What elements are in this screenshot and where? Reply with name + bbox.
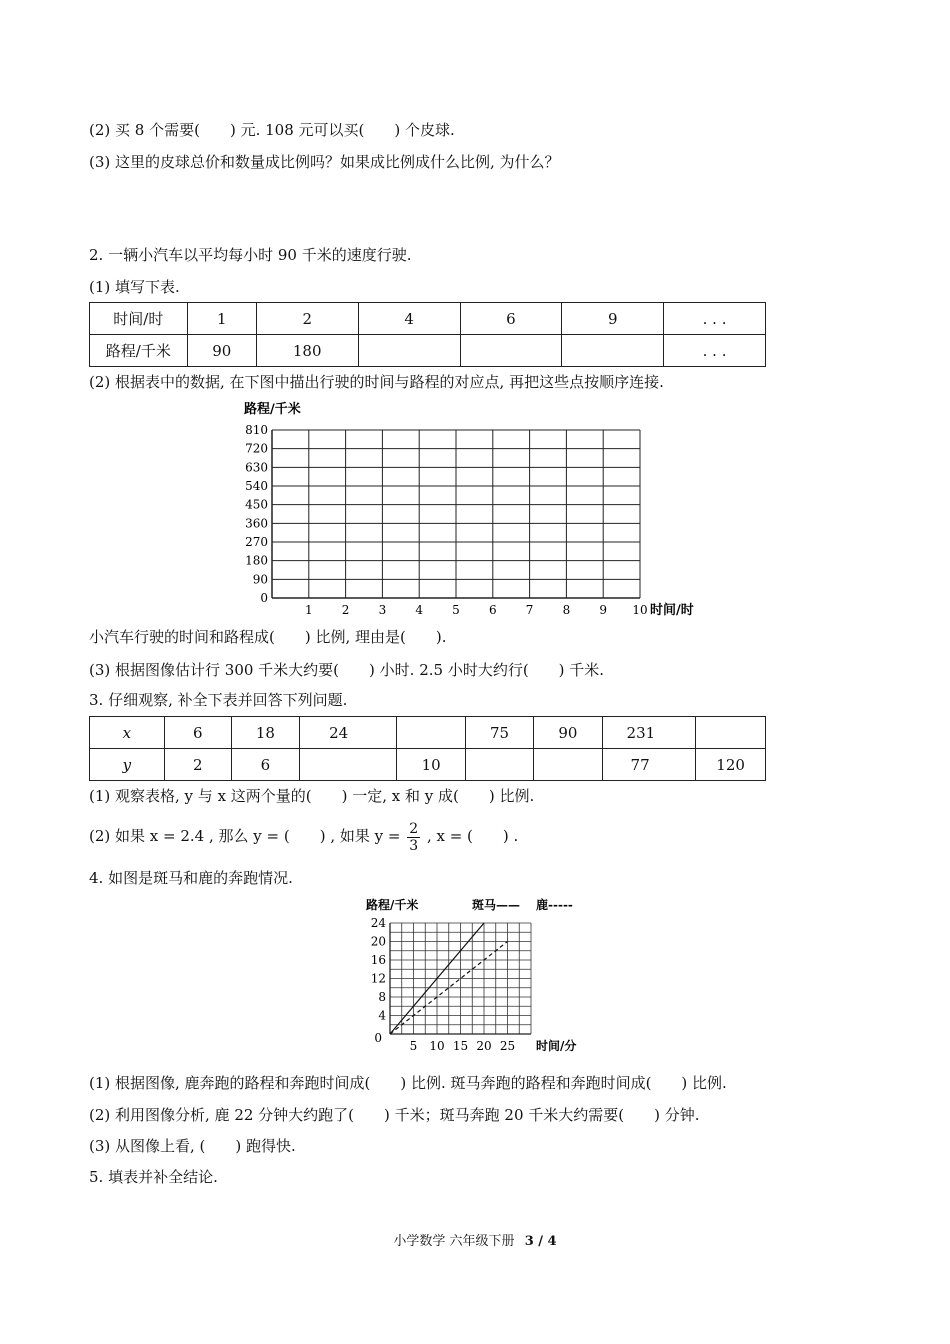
q3-part2-text-end: , x = ( ) . [426, 827, 519, 845]
y-tick-label: 0 [260, 591, 268, 605]
y-axis-label: 路程/千米 [244, 402, 301, 417]
cell[interactable] [397, 717, 465, 749]
y-tick-label: 8 [378, 990, 386, 1004]
q5-title: 5. 填表并补全结论. [89, 1168, 218, 1186]
fraction-numerator: 2 [409, 820, 419, 837]
cell: 1 [187, 303, 256, 335]
cell: 231 [602, 717, 696, 749]
cell: 6 [231, 749, 299, 781]
cell: 180 [256, 335, 358, 367]
x-tick-label: 5 [409, 1039, 418, 1053]
cell: 120 [696, 749, 766, 781]
q1-part2: (2) 买 8 个需要( ) 元. 108 元可以买( ) 个皮球. [89, 121, 455, 139]
x-tick-label: 10 [429, 1039, 445, 1053]
q2-part1: (1) 填写下表. [89, 278, 180, 296]
xy-table [89, 716, 766, 781]
x-tick-label: 7 [525, 603, 534, 617]
legend-deer: 鹿----- [536, 898, 573, 912]
page-footer [0, 1230, 950, 1249]
footer-text: 小学数学 六年级下册 [393, 1234, 515, 1249]
cell: 2 [256, 303, 358, 335]
cell: 6 [460, 303, 562, 335]
q3-part2-text: (2) 如果 x = 2.4 , 那么 y = ( ) , 如果 y = [89, 827, 401, 845]
speed-table [89, 302, 766, 367]
y-tick-label: 4 [378, 1008, 386, 1023]
y-tick-label: 450 [245, 497, 268, 512]
x-axis-label: 时间/时 [650, 603, 694, 618]
cell: 4 [358, 303, 460, 335]
cell[interactable] [300, 749, 397, 781]
x-tick-label: 9 [599, 603, 608, 617]
cell[interactable] [460, 335, 562, 367]
cell[interactable] [562, 335, 664, 367]
cell: 时间/时 [90, 303, 188, 335]
x-tick-label: 3 [378, 603, 387, 617]
y-tick-label: 90 [252, 572, 268, 587]
cell: 90 [534, 717, 602, 749]
x-tick-label: 5 [452, 603, 460, 617]
cell: 6 [164, 717, 231, 749]
cell[interactable] [696, 717, 766, 749]
q3-part1: (1) 观察表格, y 与 x 这两个量的( ) 一定, x 和 y 成( ) 比例. [89, 787, 535, 805]
zebra-deer-chart [360, 893, 600, 1058]
cell[interactable] [465, 749, 533, 781]
fraction-denominator: 3 [409, 837, 419, 854]
y-tick-label: 16 [370, 953, 386, 967]
y-tick-label: 12 [370, 971, 386, 986]
y-tick-label: 20 [370, 934, 386, 949]
q4-part1: (1) 根据图像, 鹿奔跑的路程和奔跑时间成( ) 比例. 斑马奔跑的路程和奔跑时间成( ) 比例. [89, 1074, 727, 1092]
x-axis-label: 时间/分 [536, 1039, 577, 1053]
q2-part2: (2) 根据表中的数据, 在下图中描出行驶的时间与路程的对应点, 再把这些点按顺序连接. [89, 373, 664, 391]
y-tick-label: 810 [245, 423, 268, 437]
q1-part3: (3) 这里的皮球总价和数量成比例吗？如果成比例成什么比例, 为什么？ [89, 153, 560, 171]
cell: 路程/千米 [90, 335, 188, 367]
x-tick-label: 20 [476, 1039, 492, 1053]
y-tick-label: 180 [245, 553, 268, 568]
car-distance-chart [230, 395, 730, 620]
cell: 18 [231, 717, 299, 749]
cell: 24 [300, 717, 397, 749]
x-tick-label: 10 [632, 603, 648, 617]
cell: . . . [664, 303, 766, 335]
q4-part2: (2) 利用图像分析, 鹿 22 分钟大约跑了( ) 千米；斑马奔跑 20 千米大约需要( ) 分钟. [89, 1106, 700, 1124]
cell[interactable] [534, 749, 602, 781]
cell: x [90, 717, 165, 749]
q2-answer: 小汽车行驶的时间和路程成( ) 比例, 理由是( ). [89, 628, 447, 646]
cell: 77 [602, 749, 696, 781]
q2-title: 2. 一辆小汽车以平均每小时 90 千米的速度行驶. [89, 246, 412, 264]
legend-zebra: 斑马—— [472, 898, 521, 912]
cell[interactable] [358, 335, 460, 367]
y-tick-label: 540 [245, 479, 268, 493]
x-tick-label: 8 [562, 603, 571, 617]
q4-part3: (3) 从图像上看, ( ) 跑得快. [89, 1137, 296, 1155]
q3-part2 [89, 818, 518, 854]
y-axis-label: 路程/千米 [366, 898, 419, 912]
cell: 10 [397, 749, 465, 781]
q3-title: 3. 仔细观察, 补全下表并回答下列问题. [89, 691, 348, 709]
cell: . . . [664, 335, 766, 367]
cell: 2 [164, 749, 231, 781]
page-number: 3 / 4 [524, 1234, 557, 1249]
cell: 90 [187, 335, 256, 367]
x-tick-label: 25 [499, 1039, 516, 1053]
x-tick-label: 1 [304, 603, 313, 617]
y-tick-label: 720 [245, 441, 268, 456]
x-tick-label: 4 [415, 603, 424, 617]
cell: 9 [562, 303, 664, 335]
x-tick-label: 6 [488, 603, 497, 617]
y-tick-label: 0 [374, 1031, 382, 1045]
x-tick-label: 2 [341, 603, 350, 617]
q2-part3: (3) 根据图像估计行 300 千米大约要( ) 小时. 2.5 小时大约行( ) 千米. [89, 661, 605, 679]
y-tick-label: 270 [245, 535, 268, 549]
y-tick-label: 360 [245, 516, 268, 531]
y-tick-label: 24 [370, 916, 386, 930]
cell: y [90, 749, 165, 781]
y-tick-label: 630 [245, 460, 268, 475]
two-thirds-fraction [407, 821, 420, 854]
q4-title: 4. 如图是斑马和鹿的奔跑情况. [89, 869, 293, 887]
x-tick-label: 15 [452, 1039, 469, 1053]
cell: 75 [465, 717, 533, 749]
